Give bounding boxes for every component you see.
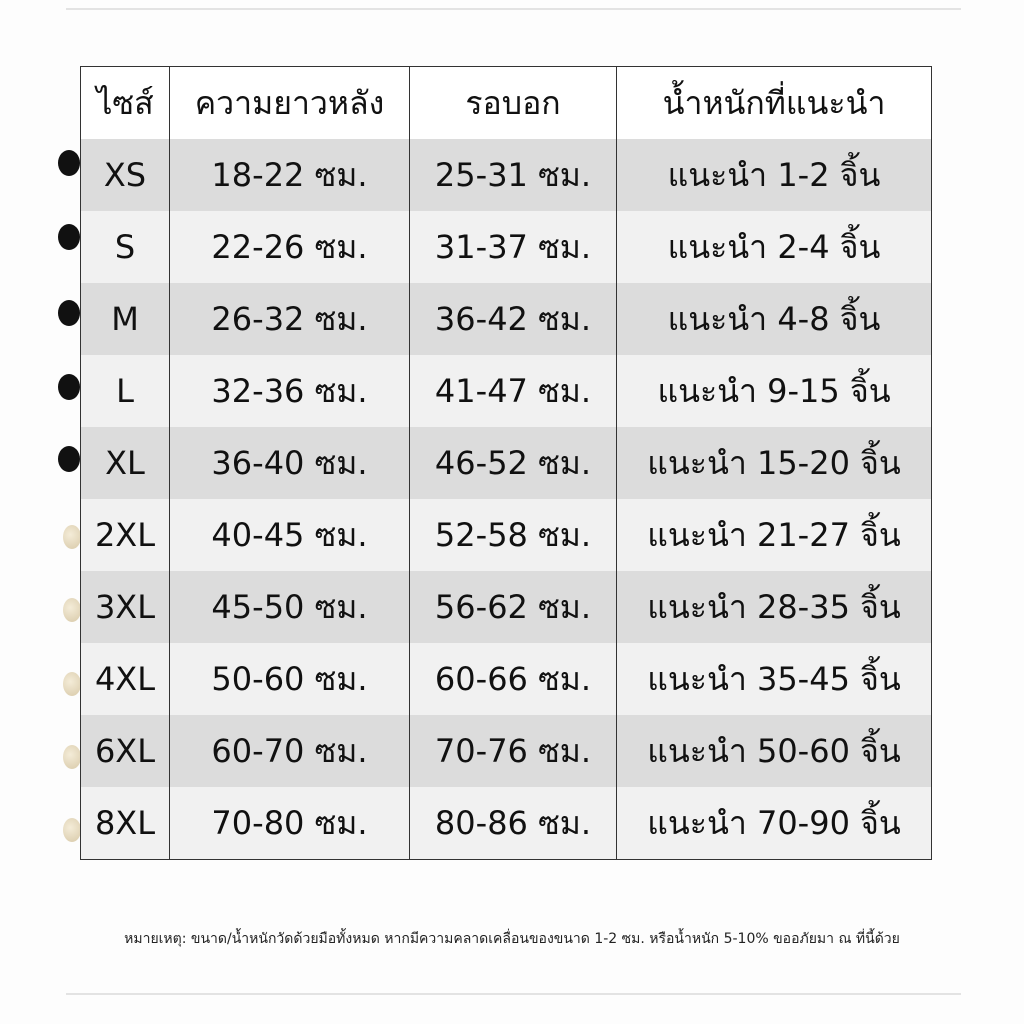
size-cell: 8XL bbox=[81, 787, 170, 860]
size-cell: S bbox=[81, 211, 170, 283]
size-cell: XS bbox=[81, 139, 170, 211]
table-row bbox=[81, 355, 932, 427]
dot-icon bbox=[58, 374, 80, 400]
table-row bbox=[81, 139, 932, 211]
back-length-cell: 26-32 ซม. bbox=[170, 283, 410, 355]
weight-cell: แนะนำ 35-45 จิ้น bbox=[617, 643, 932, 715]
weight-cell: แนะนำ 28-35 จิ้น bbox=[617, 571, 932, 643]
weight-cell: แนะนำ 70-90 จิ้น bbox=[617, 787, 932, 860]
size-cell: L bbox=[81, 355, 170, 427]
chest-cell: 70-76 ซม. bbox=[410, 715, 617, 787]
chest-cell: 46-52 ซม. bbox=[410, 427, 617, 499]
header-size: ไซส์ bbox=[81, 67, 170, 140]
chest-cell: 25-31 ซม. bbox=[410, 139, 617, 211]
chest-cell: 80-86 ซม. bbox=[410, 787, 617, 860]
chest-cell: 36-42 ซม. bbox=[410, 283, 617, 355]
dot-icon bbox=[63, 598, 81, 622]
table-row bbox=[81, 571, 932, 643]
table-row bbox=[81, 715, 932, 787]
dot-icon bbox=[63, 818, 81, 842]
back-length-cell: 18-22 ซม. bbox=[170, 139, 410, 211]
size-cell: 6XL bbox=[81, 715, 170, 787]
back-length-cell: 70-80 ซม. bbox=[170, 787, 410, 860]
header-back-length: ความยาวหลัง bbox=[170, 67, 410, 140]
footnote: หมายเหตุ: ขนาด/น้ำหนักวัดด้วยมือทั้งหมด หากมีความคลาดเคลื่อนของขนาด 1-2 ซม. หรือน้ำหนัก 5-10% ขออภัยมา ณ ที่นี้ด้วย bbox=[124, 931, 900, 947]
back-length-cell: 50-60 ซม. bbox=[170, 643, 410, 715]
dot-icon bbox=[58, 446, 80, 472]
table-row bbox=[81, 643, 932, 715]
table-row bbox=[81, 499, 932, 571]
weight-cell: แนะนำ 2-4 จิ้น bbox=[617, 211, 932, 283]
size-cell: 3XL bbox=[81, 571, 170, 643]
chest-cell: 56-62 ซม. bbox=[410, 571, 617, 643]
weight-cell: แนะนำ 21-27 จิ้น bbox=[617, 499, 932, 571]
table-row bbox=[81, 211, 932, 283]
chest-cell: 60-66 ซม. bbox=[410, 643, 617, 715]
weight-cell: แนะนำ 4-8 จิ้น bbox=[617, 283, 932, 355]
dot-icon bbox=[58, 224, 80, 250]
dot-icon bbox=[63, 525, 81, 549]
back-length-cell: 45-50 ซม. bbox=[170, 571, 410, 643]
table-row bbox=[81, 787, 932, 860]
weight-cell: แนะนำ 15-20 จิ้น bbox=[617, 427, 932, 499]
header-chest: รอบอก bbox=[410, 67, 617, 140]
back-length-cell: 36-40 ซม. bbox=[170, 427, 410, 499]
size-cell: 2XL bbox=[81, 499, 170, 571]
size-cell: M bbox=[81, 283, 170, 355]
dot-icon bbox=[58, 300, 80, 326]
dot-icon bbox=[63, 672, 81, 696]
weight-cell: แนะนำ 9-15 จิ้น bbox=[617, 355, 932, 427]
dot-icon bbox=[58, 150, 80, 176]
top-divider bbox=[66, 8, 961, 10]
size-cell: 4XL bbox=[81, 643, 170, 715]
chest-cell: 41-47 ซม. bbox=[410, 355, 617, 427]
weight-cell: แนะนำ 1-2 จิ้น bbox=[617, 139, 932, 211]
bottom-divider bbox=[66, 993, 961, 995]
back-length-cell: 60-70 ซม. bbox=[170, 715, 410, 787]
size-cell: XL bbox=[81, 427, 170, 499]
weight-cell: แนะนำ 50-60 จิ้น bbox=[617, 715, 932, 787]
header-weight: น้ำหนักที่แนะนำ bbox=[617, 67, 932, 140]
size-chart-table bbox=[80, 66, 932, 860]
back-length-cell: 40-45 ซม. bbox=[170, 499, 410, 571]
table-row bbox=[81, 427, 932, 499]
dot-icon bbox=[63, 745, 81, 769]
table-header-row bbox=[81, 67, 932, 140]
chest-cell: 52-58 ซม. bbox=[410, 499, 617, 571]
table-row bbox=[81, 283, 932, 355]
back-length-cell: 32-36 ซม. bbox=[170, 355, 410, 427]
chest-cell: 31-37 ซม. bbox=[410, 211, 617, 283]
back-length-cell: 22-26 ซม. bbox=[170, 211, 410, 283]
